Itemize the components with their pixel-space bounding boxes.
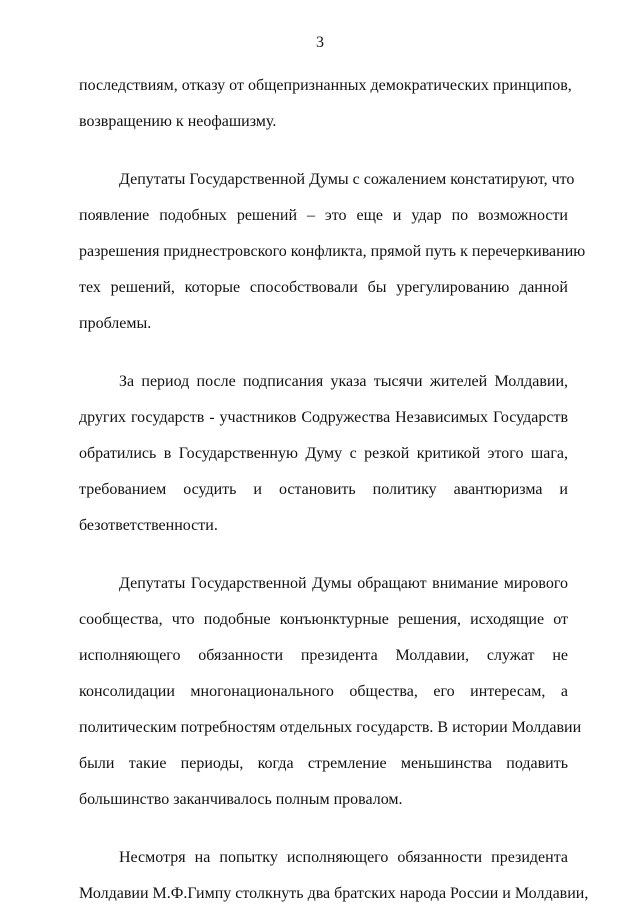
text-line: исполняющего обязанности президента Молдавии, служат не — [79, 647, 568, 664]
text-line: требованием осудить и остановить политику авантюризма и — [79, 481, 568, 498]
page-number: 3 — [316, 34, 324, 51]
text-line: За период после подписания указа тысячи жителей Молдавии, — [119, 373, 568, 390]
text-line: Депутаты Государственной Думы с сожалением констатируют, что — [119, 171, 575, 188]
text-line: появление подобных решений – это еще и удар по возможности — [79, 207, 568, 224]
text-line: проблемы. — [79, 315, 152, 332]
paragraph-4 — [79, 566, 582, 818]
text-line: последствиям, отказу от общепризнанных демократических принципов, — [79, 77, 572, 94]
text-line: политическим потребностям отдельных государств. В истории Молдавии — [79, 719, 582, 736]
paragraph-5 — [79, 840, 589, 912]
text-line: большинство заканчивалось полным провалом. — [79, 791, 403, 808]
document-body — [79, 68, 589, 912]
paragraph-1 — [79, 68, 572, 140]
text-line: сообщества, что подобные конъюнктурные решения, исходящие от — [79, 611, 568, 628]
text-line: консолидации многонационального общества, его интересам, а — [79, 683, 568, 700]
text-line: Несмотря на попытку исполняющего обязанности президента — [119, 849, 568, 866]
text-line: разрешения приднестровского конфликта, прямой путь к перечеркиванию — [79, 243, 586, 260]
text-line: Молдавии М.Ф.Гимпу столкнуть два братских народа России и Молдавии, — [79, 885, 589, 902]
paragraph-2 — [79, 162, 586, 342]
text-line: были такие периоды, когда стремление меньшинства подавить — [79, 755, 568, 772]
text-line: возвращению к неофашизму. — [79, 113, 277, 130]
paragraph-3 — [79, 364, 568, 544]
text-line: безответственности. — [79, 517, 218, 534]
text-line: других государств - участников Содружества Независимых Государств — [79, 409, 568, 426]
text-line: тех решений, которые способствовали бы урегулированию данной — [79, 279, 568, 296]
text-line: обратились в Государственную Думу с резкой критикой этого шага, — [79, 445, 568, 462]
text-line: Депутаты Государственной Думы обращают внимание мирового — [119, 575, 568, 592]
